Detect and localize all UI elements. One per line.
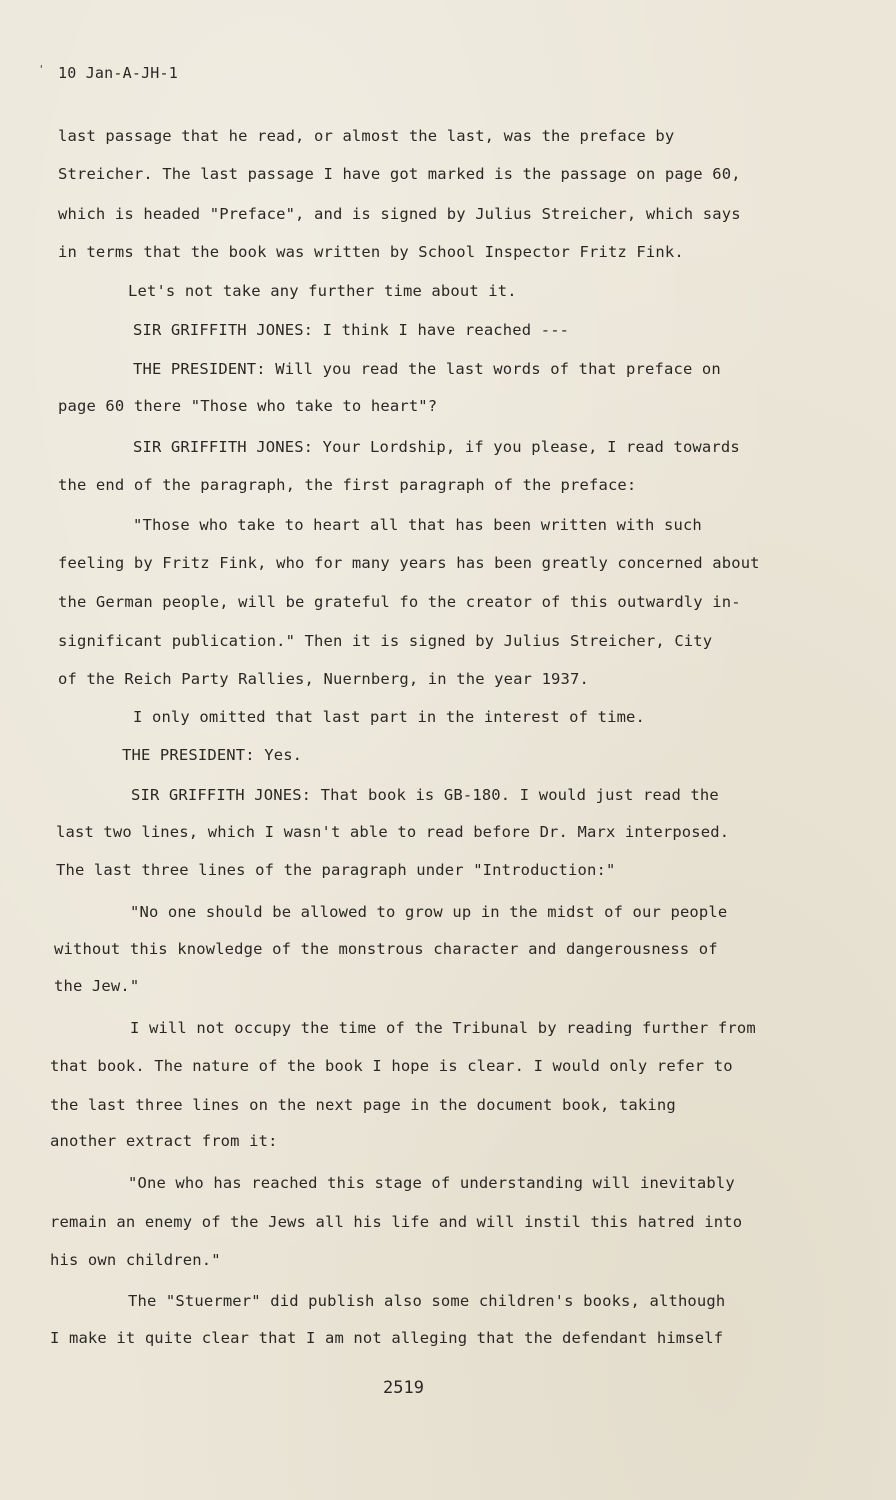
text-line: another extract from it: [50, 1132, 278, 1150]
text-line: "One who has reached this stage of understanding will inevitably [128, 1174, 735, 1192]
text-line: feeling by Fritz Fink, who for many years has been greatly concerned about [58, 554, 760, 572]
text-line: I make it quite clear that I am not alleging that the defendant himself [50, 1329, 724, 1347]
text-line: the last three lines on the next page in the document book, taking [50, 1096, 676, 1114]
page-number: 2519 [383, 1378, 424, 1398]
text-line: without this knowledge of the monstrous character and dangerousness of [54, 940, 718, 958]
text-line: SIR GRIFFITH JONES: Your Lordship, if you please, I read towards [133, 438, 740, 456]
text-line: significant publication." Then it is signed by Julius Streicher, City [58, 632, 713, 650]
text-line: the end of the paragraph, the first paragraph of the preface: [58, 476, 637, 494]
margin-mark: ' [38, 63, 45, 76]
text-line: SIR GRIFFITH JONES: I think I have reached --- [133, 321, 570, 339]
text-line: "Those who take to heart all that has been written with such [133, 516, 702, 534]
text-line: THE PRESIDENT: Will you read the last words of that preface on [133, 360, 721, 378]
text-line: last two lines, which I wasn't able to read before Dr. Marx interposed. [56, 823, 730, 841]
text-line: that book. The nature of the book I hope is clear. I would only refer to [50, 1057, 733, 1075]
text-line: SIR GRIFFITH JONES: That book is GB-180. I would just read the [131, 786, 719, 804]
text-line: remain an enemy of the Jews all his life and will instil this hatred into [50, 1213, 743, 1231]
text-line: "No one should be allowed to grow up in the midst of our people [130, 903, 728, 921]
text-line: THE PRESIDENT: Yes. [122, 746, 303, 764]
text-line: his own children." [50, 1251, 221, 1269]
text-line: in terms that the book was written by School Inspector Fritz Fink. [58, 243, 684, 261]
text-line: of the Reich Party Rallies, Nuernberg, in the year 1937. [58, 670, 589, 688]
text-line: The last three lines of the paragraph under "Introduction:" [56, 861, 616, 879]
text-line: the Jew." [54, 977, 140, 995]
text-line: which is headed "Preface", and is signed by Julius Streicher, which says [58, 205, 741, 223]
text-line: Let's not take any further time about it. [128, 282, 517, 300]
text-line: last passage that he read, or almost the last, was the preface by [58, 127, 675, 145]
page-header-ref: 10 Jan-A-JH-1 [58, 64, 178, 82]
text-line: Streicher. The last passage I have got marked is the passage on page 60, [58, 165, 741, 183]
text-line: page 60 there "Those who take to heart"? [58, 397, 438, 415]
text-line: I only omitted that last part in the interest of time. [133, 708, 646, 726]
text-line: The "Stuermer" did publish also some children's books, although [128, 1292, 726, 1310]
text-line: the German people, will be grateful fo the creator of this outwardly in- [58, 593, 741, 611]
text-line: I will not occupy the time of the Tribunal by reading further from [130, 1019, 756, 1037]
